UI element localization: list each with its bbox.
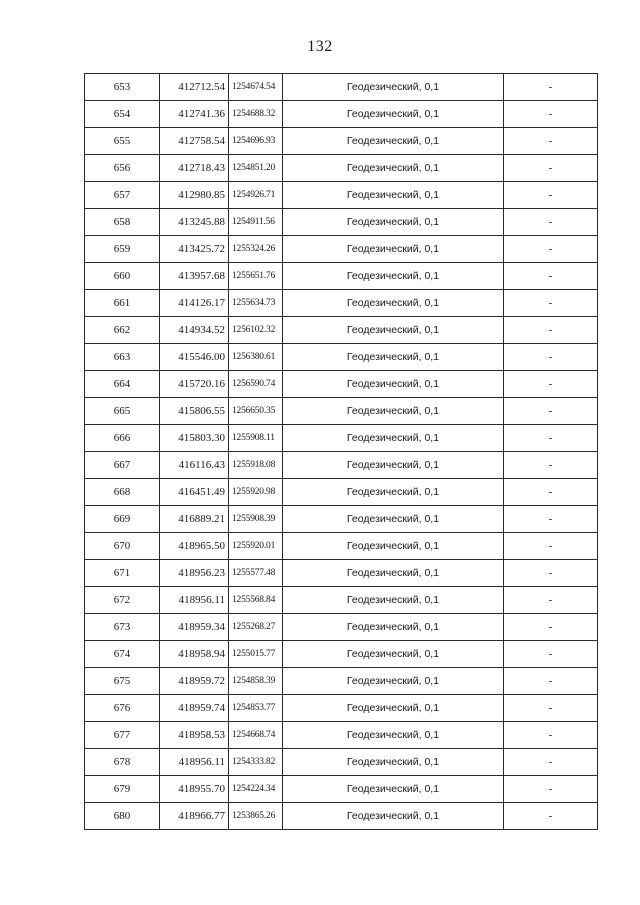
note-cell: - (504, 155, 598, 182)
x-coordinate-cell: 418965.50 (160, 533, 229, 560)
method-accuracy-cell: Геодезический, 0,1 (283, 506, 504, 533)
y-coordinate-cell: 1254858.39 (229, 668, 283, 695)
method-accuracy-cell: Геодезический, 0,1 (283, 452, 504, 479)
y-coordinate-cell: 1255651.76 (229, 263, 283, 290)
method-accuracy-cell: Геодезический, 0,1 (283, 668, 504, 695)
y-coordinate-cell: 1254851.20 (229, 155, 283, 182)
y-coordinate-cell: 1256650.35 (229, 398, 283, 425)
method-accuracy-cell: Геодезический, 0,1 (283, 803, 504, 830)
table-row (85, 74, 598, 101)
method-accuracy-cell: Геодезический, 0,1 (283, 128, 504, 155)
table-row (85, 209, 598, 236)
table-row (85, 182, 598, 209)
note-cell: - (504, 533, 598, 560)
y-coordinate-cell: 1255324.26 (229, 236, 283, 263)
point-number-cell: 670 (85, 533, 160, 560)
x-coordinate-cell: 418956.11 (160, 587, 229, 614)
table-row (85, 236, 598, 263)
y-coordinate-cell: 1254911.56 (229, 209, 283, 236)
note-cell: - (504, 425, 598, 452)
table-row (85, 776, 598, 803)
x-coordinate-cell: 414126.17 (160, 290, 229, 317)
method-accuracy-cell: Геодезический, 0,1 (283, 263, 504, 290)
x-coordinate-cell: 412758.54 (160, 128, 229, 155)
point-number-cell: 674 (85, 641, 160, 668)
y-coordinate-cell: 1256102.32 (229, 317, 283, 344)
y-coordinate-cell: 1256590.74 (229, 371, 283, 398)
x-coordinate-cell: 412718.43 (160, 155, 229, 182)
method-accuracy-cell: Геодезический, 0,1 (283, 695, 504, 722)
note-cell: - (504, 128, 598, 155)
note-cell: - (504, 587, 598, 614)
method-accuracy-cell: Геодезический, 0,1 (283, 587, 504, 614)
method-accuracy-cell: Геодезический, 0,1 (283, 344, 504, 371)
method-accuracy-cell: Геодезический, 0,1 (283, 425, 504, 452)
note-cell: - (504, 722, 598, 749)
note-cell: - (504, 506, 598, 533)
method-accuracy-cell: Геодезический, 0,1 (283, 560, 504, 587)
y-coordinate-cell: 1254688.32 (229, 101, 283, 128)
table-row (85, 479, 598, 506)
note-cell: - (504, 560, 598, 587)
note-cell: - (504, 776, 598, 803)
x-coordinate-cell: 413245.88 (160, 209, 229, 236)
note-cell: - (504, 749, 598, 776)
point-number-cell: 662 (85, 317, 160, 344)
x-coordinate-cell: 418959.74 (160, 695, 229, 722)
x-coordinate-cell: 415803.30 (160, 425, 229, 452)
method-accuracy-cell: Геодезический, 0,1 (283, 101, 504, 128)
table-row (85, 263, 598, 290)
note-cell: - (504, 479, 598, 506)
x-coordinate-cell: 413425.72 (160, 236, 229, 263)
x-coordinate-cell: 415806.55 (160, 398, 229, 425)
point-number-cell: 672 (85, 587, 160, 614)
y-coordinate-cell: 1255577.48 (229, 560, 283, 587)
point-number-cell: 661 (85, 290, 160, 317)
table-row (85, 398, 598, 425)
y-coordinate-cell: 1254926.71 (229, 182, 283, 209)
point-number-cell: 667 (85, 452, 160, 479)
method-accuracy-cell: Геодезический, 0,1 (283, 236, 504, 263)
x-coordinate-cell: 415720.16 (160, 371, 229, 398)
note-cell: - (504, 398, 598, 425)
method-accuracy-cell: Геодезический, 0,1 (283, 533, 504, 560)
method-accuracy-cell: Геодезический, 0,1 (283, 398, 504, 425)
table-row (85, 452, 598, 479)
point-number-cell: 657 (85, 182, 160, 209)
point-number-cell: 678 (85, 749, 160, 776)
x-coordinate-cell: 413957.68 (160, 263, 229, 290)
note-cell: - (504, 371, 598, 398)
table-row (85, 560, 598, 587)
x-coordinate-cell: 412980.85 (160, 182, 229, 209)
point-number-cell: 679 (85, 776, 160, 803)
point-number-cell: 668 (85, 479, 160, 506)
y-coordinate-cell: 1255920.98 (229, 479, 283, 506)
table-row (85, 128, 598, 155)
table-row (85, 371, 598, 398)
method-accuracy-cell: Геодезический, 0,1 (283, 317, 504, 344)
note-cell: - (504, 290, 598, 317)
table-row (85, 290, 598, 317)
method-accuracy-cell: Геодезический, 0,1 (283, 614, 504, 641)
table-row (85, 668, 598, 695)
y-coordinate-cell: 1255634.73 (229, 290, 283, 317)
x-coordinate-cell: 415546.00 (160, 344, 229, 371)
x-coordinate-cell: 412712.54 (160, 74, 229, 101)
point-number-cell: 677 (85, 722, 160, 749)
note-cell: - (504, 452, 598, 479)
point-number-cell: 675 (85, 668, 160, 695)
table-row (85, 803, 598, 830)
point-number-cell: 671 (85, 560, 160, 587)
point-number-cell: 659 (85, 236, 160, 263)
table-row (85, 155, 598, 182)
y-coordinate-cell: 1255015.77 (229, 641, 283, 668)
point-number-cell: 665 (85, 398, 160, 425)
y-coordinate-cell: 1253865.26 (229, 803, 283, 830)
x-coordinate-cell: 414934.52 (160, 317, 229, 344)
note-cell: - (504, 641, 598, 668)
point-number-cell: 653 (85, 74, 160, 101)
coordinates-table (84, 73, 598, 830)
method-accuracy-cell: Геодезический, 0,1 (283, 155, 504, 182)
point-number-cell: 660 (85, 263, 160, 290)
note-cell: - (504, 263, 598, 290)
x-coordinate-cell: 418956.23 (160, 560, 229, 587)
y-coordinate-cell: 1256380.61 (229, 344, 283, 371)
x-coordinate-cell: 418966.77 (160, 803, 229, 830)
y-coordinate-cell: 1254333.82 (229, 749, 283, 776)
y-coordinate-cell: 1255920.01 (229, 533, 283, 560)
note-cell: - (504, 74, 598, 101)
point-number-cell: 658 (85, 209, 160, 236)
point-number-cell: 656 (85, 155, 160, 182)
table-row (85, 533, 598, 560)
method-accuracy-cell: Геодезический, 0,1 (283, 74, 504, 101)
coordinates-table-body (85, 74, 598, 830)
point-number-cell: 654 (85, 101, 160, 128)
table-row (85, 695, 598, 722)
page-number: 132 (307, 38, 333, 55)
table-row (85, 749, 598, 776)
point-number-cell: 666 (85, 425, 160, 452)
x-coordinate-cell: 418955.70 (160, 776, 229, 803)
method-accuracy-cell: Геодезический, 0,1 (283, 371, 504, 398)
x-coordinate-cell: 418959.34 (160, 614, 229, 641)
y-coordinate-cell: 1255268.27 (229, 614, 283, 641)
x-coordinate-cell: 418956.11 (160, 749, 229, 776)
point-number-cell: 655 (85, 128, 160, 155)
y-coordinate-cell: 1255568.84 (229, 587, 283, 614)
x-coordinate-cell: 412741.36 (160, 101, 229, 128)
x-coordinate-cell: 418958.53 (160, 722, 229, 749)
table-row (85, 101, 598, 128)
note-cell: - (504, 101, 598, 128)
note-cell: - (504, 236, 598, 263)
table-row (85, 425, 598, 452)
note-cell: - (504, 209, 598, 236)
method-accuracy-cell: Геодезический, 0,1 (283, 209, 504, 236)
table-row (85, 614, 598, 641)
method-accuracy-cell: Геодезический, 0,1 (283, 749, 504, 776)
method-accuracy-cell: Геодезический, 0,1 (283, 776, 504, 803)
y-coordinate-cell: 1254224.34 (229, 776, 283, 803)
table-row (85, 317, 598, 344)
point-number-cell: 663 (85, 344, 160, 371)
y-coordinate-cell: 1254696.93 (229, 128, 283, 155)
note-cell: - (504, 668, 598, 695)
x-coordinate-cell: 418958.94 (160, 641, 229, 668)
table-row (85, 506, 598, 533)
note-cell: - (504, 614, 598, 641)
note-cell: - (504, 317, 598, 344)
x-coordinate-cell: 416116.43 (160, 452, 229, 479)
method-accuracy-cell: Геодезический, 0,1 (283, 182, 504, 209)
x-coordinate-cell: 416451.49 (160, 479, 229, 506)
point-number-cell: 680 (85, 803, 160, 830)
table-row (85, 722, 598, 749)
y-coordinate-cell: 1255908.39 (229, 506, 283, 533)
x-coordinate-cell: 418959.72 (160, 668, 229, 695)
method-accuracy-cell: Геодезический, 0,1 (283, 290, 504, 317)
point-number-cell: 669 (85, 506, 160, 533)
table-row (85, 587, 598, 614)
note-cell: - (504, 695, 598, 722)
table-row (85, 641, 598, 668)
point-number-cell: 673 (85, 614, 160, 641)
note-cell: - (504, 182, 598, 209)
point-number-cell: 664 (85, 371, 160, 398)
y-coordinate-cell: 1254668.74 (229, 722, 283, 749)
note-cell: - (504, 344, 598, 371)
note-cell: - (504, 803, 598, 830)
table-row (85, 344, 598, 371)
y-coordinate-cell: 1254853.77 (229, 695, 283, 722)
method-accuracy-cell: Геодезический, 0,1 (283, 722, 504, 749)
point-number-cell: 676 (85, 695, 160, 722)
y-coordinate-cell: 1255918.08 (229, 452, 283, 479)
method-accuracy-cell: Геодезический, 0,1 (283, 479, 504, 506)
y-coordinate-cell: 1255908.11 (229, 425, 283, 452)
y-coordinate-cell: 1254674.54 (229, 74, 283, 101)
x-coordinate-cell: 416889.21 (160, 506, 229, 533)
method-accuracy-cell: Геодезический, 0,1 (283, 641, 504, 668)
